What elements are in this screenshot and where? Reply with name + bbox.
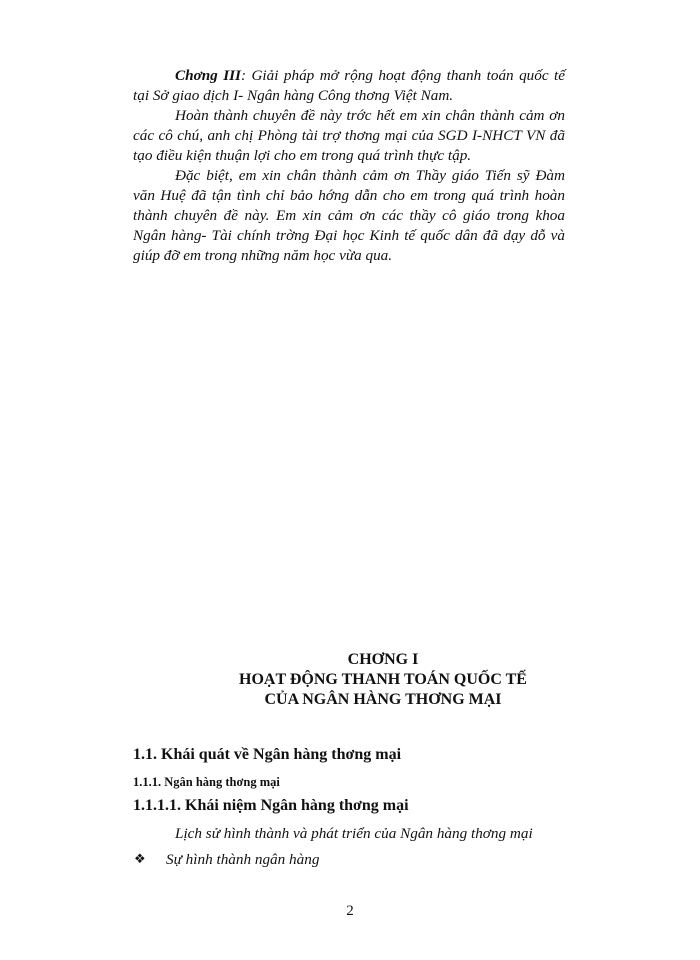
section-heading-1-1-1: 1.1.1. Ngân hàng thơng mại	[133, 775, 280, 789]
chapter-title-line-1: HOẠT ĐỘNG THANH TOÁN QUỐC TẾ	[239, 671, 527, 688]
page-number: 2	[346, 903, 354, 919]
acknowledgement-paragraph-2: Đặc biệt, em xin chân thành cảm ơn Thầy giáo Tiến sỹ Đàm văn Huệ đã tận tình chỉ bảo hớng dẫn cho em trong quá trình hoàn thành chuyên đề này. Em xin cảm ơn các thầy cô giáo trong khoa Ngân hàng- Tài chính trờng Đại học Kinh tế quốc dân đã dạy dỗ và giúp đỡ em trong những năm học vừa qua.	[133, 167, 565, 264]
chapter-title-line-2: CỦA NGÂN HÀNG THƠNG MẠI	[264, 691, 502, 708]
section-heading-1-1: 1.1. Khái quát về Ngân hàng thơng mại	[133, 746, 402, 763]
section-heading-1-1-1-1: 1.1.1.1. Khái niệm Ngân hàng thơng mại	[133, 797, 409, 814]
intro-paragraph-chapter-three	[133, 66, 565, 106]
chapter-three-label: Chơng III	[175, 67, 241, 84]
acknowledgement-paragraph-1: Hoàn thành chuyên đề này trớc hết em xin chân thành cảm ơn các cô chú, anh chị Phòng tài trợ thơng mại của SGD I-NHCT VN đã tạo điều kiện thuận lợi cho em trong quá trình thực tập.	[133, 107, 565, 164]
bullet-item-bank-formation: Sự hình thành ngân hàng	[166, 851, 320, 868]
chapter-three-description: : Giải pháp mở rộng hoạt động thanh toán quốc tế tại Sở giao dịch I- Ngân hàng Công thơng Việt Nam.	[133, 67, 566, 104]
chapter-heading	[133, 650, 633, 710]
history-subheading: Lịch sử hình thành và phát triển của Ngân hàng thơng mại	[175, 825, 533, 842]
chapter-number: CHƠNG I	[347, 651, 419, 668]
diamond-bullet-icon: ❖	[134, 851, 146, 866]
